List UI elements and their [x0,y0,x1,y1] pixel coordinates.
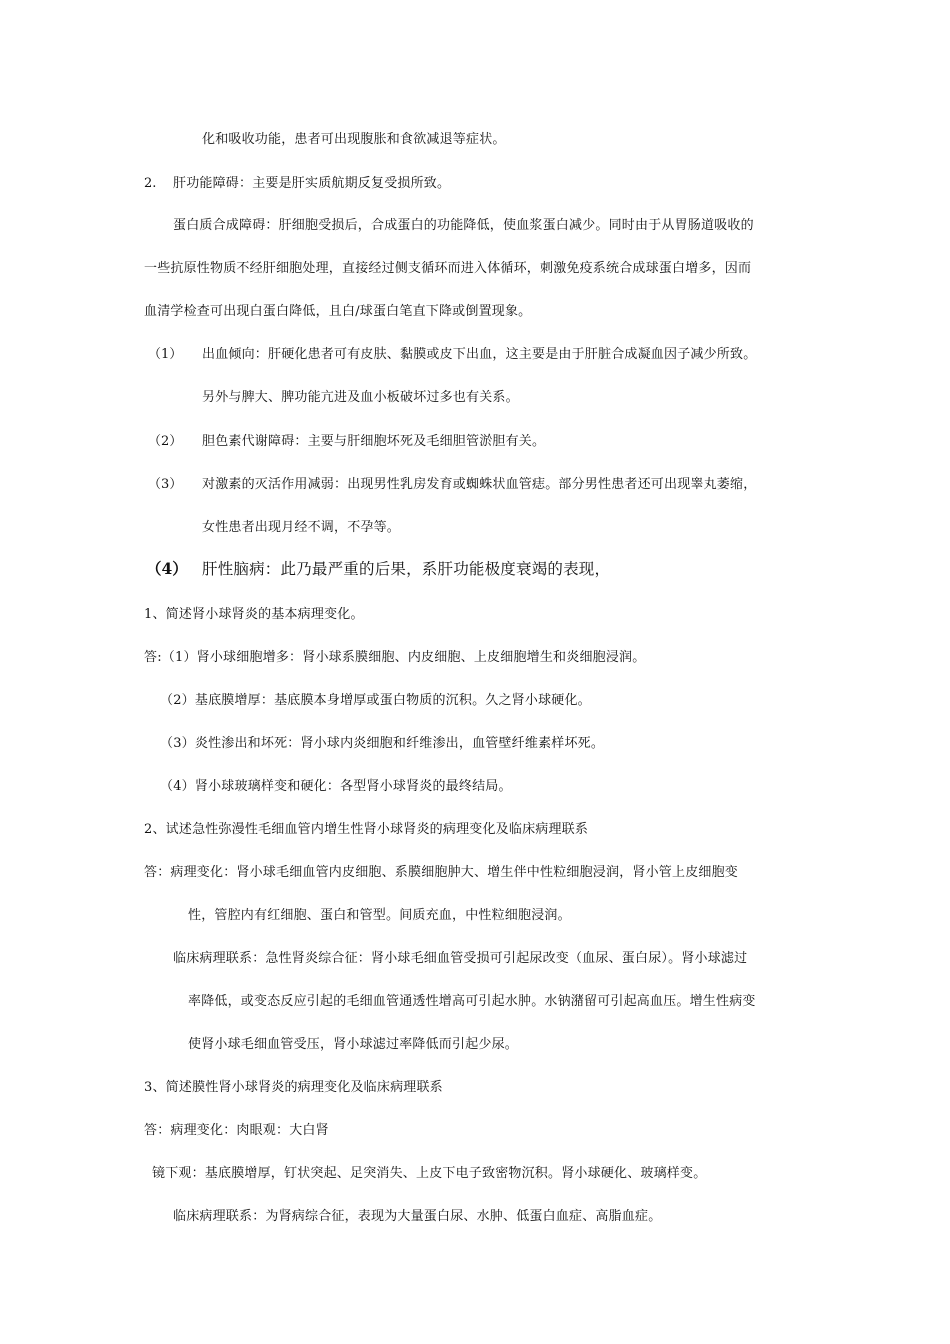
text-line: 血清学检查可出现白蛋白降低，且白/球蛋白笔直下降或倒置现象。 [144,304,532,319]
text-line: 女性患者出现月经不调，不孕等。 [202,520,401,535]
text-line: 一些抗原性物质不经肝细胞处理，直接经过侧支循环而进入体循环，刺激免疫系统合成球蛋白增多，因而 [144,261,752,276]
text-line: 临床病理联系：为肾病综合征，表现为大量蛋白尿、水肿、低蛋白血症、高脂血症。 [173,1209,662,1224]
text-line: 临床病理联系：急性肾炎综合征：肾小球毛细血管受损可引起尿改变（血尿、蛋白尿）。肾小球滤过 [173,951,748,966]
list-marker: （3） [148,477,183,492]
text-line: 胆色素代谢障碍：主要与肝细胞坏死及毛细胆管淤胆有关。 [202,434,546,449]
text-line: 答：病理变化：肾小球毛细血管内皮细胞、系膜细胞肿大、增生伴中性粒细胞浸润，肾小管上皮细胞变 [144,865,739,880]
text-line: 蛋白质合成障碍：肝细胞受损后，合成蛋白的功能降低，使血浆蛋白减少。同时由于从胃肠道吸收的 [173,218,754,233]
text-line: 性，管腔内有红细胞、蛋白和管型。间质充血，中性粒细胞浸润。 [188,908,571,923]
question-heading: 2、试述急性弥漫性毛细血管内增生性肾小球肾炎的病理变化及临床病理联系 [144,822,589,837]
text-line: （4）肾小球玻璃样变和硬化：各型肾小球肾炎的最终结局。 [160,779,512,794]
text-line: 肝功能障碍：主要是肝实质航期反复受损所致。 [173,176,451,191]
list-marker: （1） [148,347,183,362]
text-line: 对激素的灭活作用减弱：出现男性乳房发育或蜘蛛状血管痣。部分男性患者还可出现睾丸萎缩， [202,477,757,492]
question-heading: 3、简述膜性肾小球肾炎的病理变化及临床病理联系 [144,1080,443,1095]
text-line: 化和吸收功能，患者可出现腹胀和食欲减退等症状。 [202,132,506,147]
list-marker: （2） [148,434,183,449]
text-line: 另外与脾大、脾功能亢进及血小板破坏过多也有关系。 [202,390,519,405]
text-line: 答:（1）肾小球细胞增多：肾小球系膜细胞、内皮细胞、上皮细胞增生和炎细胞浸润。 [144,650,646,665]
text-line: 答：病理变化：肉眼观：大白肾 [144,1123,329,1138]
text-line: 出血倾向：肝硬化患者可有皮肤、黏膜或皮下出血，这主要是由于肝脏合成凝血因子减少所致。 [202,347,757,362]
question-heading: 1、简述肾小球肾炎的基本病理变化。 [144,607,364,622]
text-line: （2）基底膜增厚：基底膜本身增厚或蛋白物质的沉积。久之肾小球硬化。 [160,693,591,708]
text-line: 率降低，或变态反应引起的毛细血管通透性增高可引起水肿。水钠潴留可引起高血压。增生性病变 [188,994,756,1009]
text-line: 使肾小球毛细血管受压，肾小球滤过率降低而引起少尿。 [188,1037,519,1052]
list-marker: 2. [144,176,157,191]
text-line: 肝性脑病：此乃最严重的后果，系肝功能极度衰竭的表现， [202,560,611,578]
text-line: （3）炎性渗出和坏死：肾小球内炎细胞和纤维渗出，血管壁纤维素样坏死。 [160,736,605,751]
list-marker: （4） [146,559,188,578]
text-line: 镜下观：基底膜增厚，钉状突起、足突消失、上皮下电子致密物沉积。肾小球硬化、玻璃样变。 [152,1166,707,1181]
